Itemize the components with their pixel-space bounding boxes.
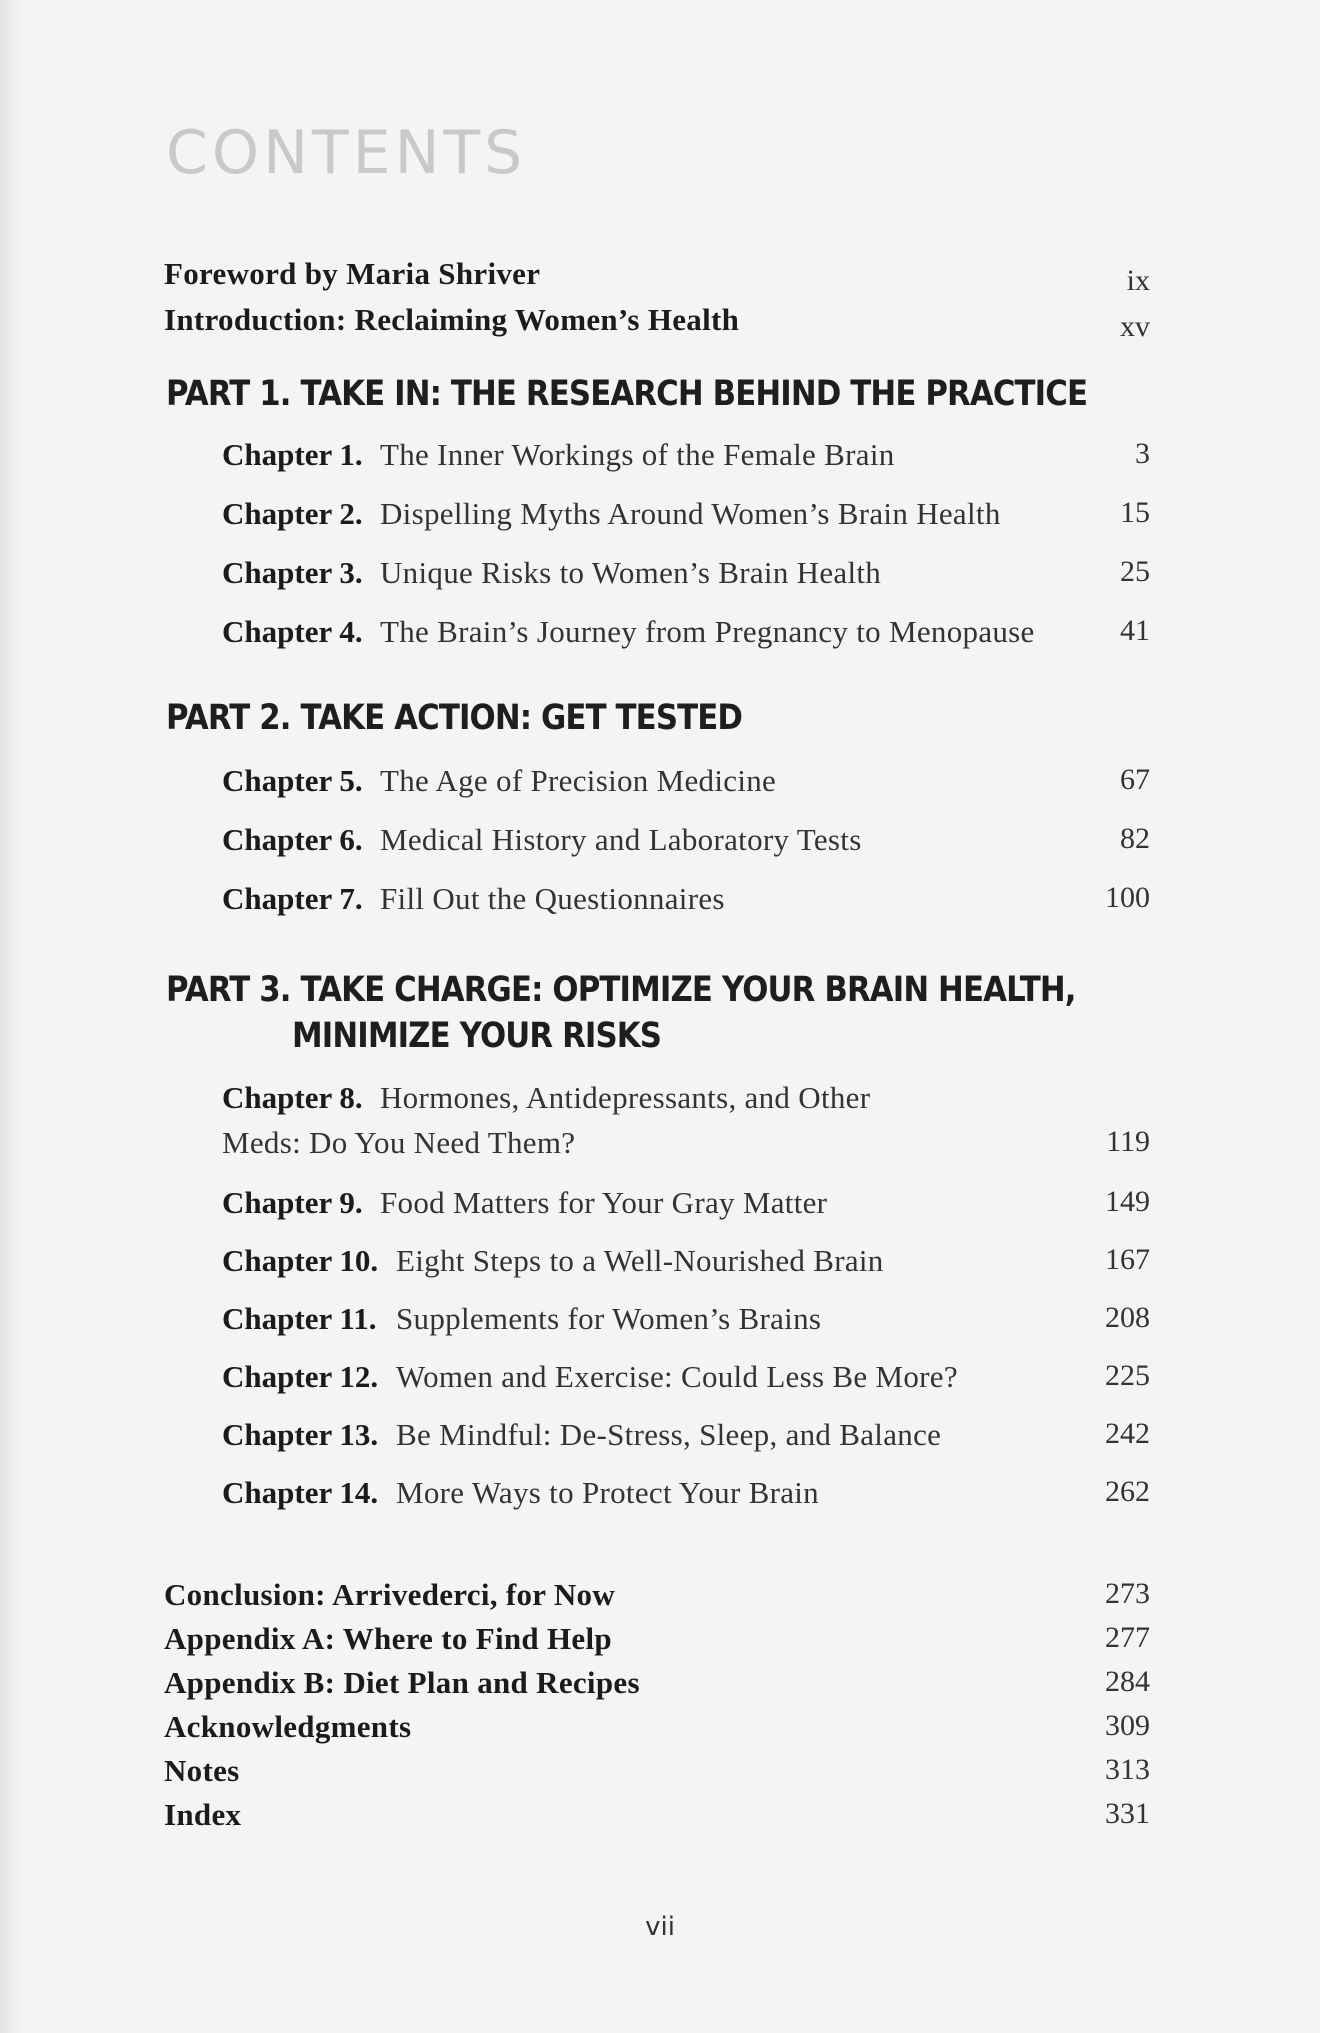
chapter-title: Fill Out the Questionnaires — [380, 881, 725, 916]
chapter-title: Unique Risks to Women’s Brain Health — [380, 555, 882, 590]
chapter-label: Chapter 9. — [222, 1185, 363, 1220]
chapter-title-continued: Meds: Do You Need Them? — [222, 1125, 576, 1160]
toc-page-number: 284 — [1105, 1665, 1150, 1698]
chapter-title: More Ways to Protect Your Brain — [396, 1475, 819, 1510]
chapter-title: Supplements for Women’s Brains — [396, 1301, 822, 1336]
chapter-title: Women and Exercise: Could Less Be More? — [396, 1359, 958, 1394]
chapter-label: Chapter 8. — [222, 1080, 363, 1115]
toc-page-number: 82 — [1120, 822, 1150, 855]
part-1-title: PART 1. TAKE IN: THE RESEARCH BEHIND THE PRACTICE — [166, 374, 1088, 414]
chapter-label: Chapter 1. — [222, 437, 363, 472]
part-2-title: PART 2. TAKE ACTION: GET TESTED — [166, 698, 743, 738]
toc-page-number: 15 — [1120, 496, 1150, 529]
toc-page-number: 262 — [1105, 1475, 1150, 1508]
toc-page-number: 225 — [1105, 1359, 1150, 1392]
chapter-label: Chapter 5. — [222, 763, 363, 798]
toc-entry-label: Introduction: Reclaiming Women’s Health — [164, 302, 740, 337]
toc-entry-label: Appendix B: Diet Plan and Recipes — [164, 1665, 640, 1700]
toc-entry-label: Conclusion: Arrivederci, for Now — [164, 1577, 616, 1612]
chapter-title: The Brain’s Journey from Pregnancy to Menopause — [380, 614, 1035, 649]
toc-page-number: 313 — [1105, 1753, 1150, 1786]
chapter-title: Hormones, Antidepressants, and Other — [380, 1080, 871, 1115]
toc-page-number: 41 — [1120, 614, 1150, 647]
toc-page-number: 100 — [1105, 881, 1150, 914]
toc-entry-label: Index — [164, 1797, 242, 1832]
toc-page-number: 119 — [1106, 1125, 1150, 1158]
toc-page-number: 167 — [1105, 1243, 1150, 1276]
chapter-label: Chapter 12. — [222, 1359, 379, 1394]
chapter-title: Food Matters for Your Gray Matter — [380, 1185, 828, 1220]
chapter-label: Chapter 3. — [222, 555, 363, 590]
toc-entry-label: Acknowledgments — [164, 1709, 412, 1744]
toc-page-number: 3 — [1135, 437, 1150, 470]
toc-entry-label: Appendix A: Where to Find Help — [164, 1621, 612, 1656]
chapter-title: Dispelling Myths Around Women’s Brain Health — [380, 496, 1001, 531]
page-folio: vii — [645, 1912, 675, 1942]
chapter-label: Chapter 7. — [222, 881, 363, 916]
toc-page-number: 309 — [1105, 1709, 1150, 1742]
toc-page-number: ix — [1126, 264, 1150, 297]
chapter-label: Chapter 6. — [222, 822, 363, 857]
part-3-title: PART 3. TAKE CHARGE: OPTIMIZE YOUR BRAIN HEALTH, — [166, 970, 1076, 1010]
chapter-title: The Inner Workings of the Female Brain — [380, 437, 895, 472]
toc-page-number: 208 — [1105, 1301, 1150, 1334]
toc-page-number: 149 — [1105, 1185, 1150, 1218]
chapter-label: Chapter 10. — [222, 1243, 379, 1278]
chapter-title: Eight Steps to a Well-Nourished Brain — [396, 1243, 884, 1278]
chapter-title: Be Mindful: De-Stress, Sleep, and Balance — [396, 1417, 942, 1452]
toc-page-number: 67 — [1120, 763, 1150, 796]
toc-entry-label: Notes — [164, 1753, 240, 1788]
part-3-title-continued: MINIMIZE YOUR RISKS — [292, 1016, 662, 1056]
page-edge — [0, 0, 22, 2033]
chapter-label: Chapter 13. — [222, 1417, 379, 1452]
chapter-label: Chapter 11. — [222, 1301, 377, 1336]
toc-page-number: 242 — [1105, 1417, 1150, 1450]
toc-entry-label: Foreword by Maria Shriver — [164, 256, 541, 291]
chapter-title: The Age of Precision Medicine — [380, 763, 777, 798]
toc-page-number: 277 — [1105, 1621, 1150, 1654]
chapter-label: Chapter 2. — [222, 496, 363, 531]
chapter-label: Chapter 4. — [222, 614, 363, 649]
page-title: CONTENTS — [166, 118, 527, 188]
chapter-title: Medical History and Laboratory Tests — [380, 822, 862, 857]
chapter-label: Chapter 14. — [222, 1475, 379, 1510]
toc-page-number: 331 — [1105, 1797, 1150, 1830]
toc-page-number: 25 — [1120, 555, 1150, 588]
toc-page-number: xv — [1120, 310, 1150, 343]
toc-page-number: 273 — [1105, 1577, 1150, 1610]
